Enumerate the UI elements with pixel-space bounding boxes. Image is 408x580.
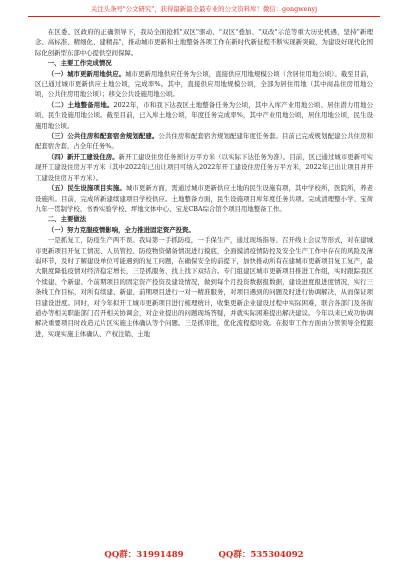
s1-item-1-lead: （一）城市更新用地供应。 [47,69,126,78]
s1-item-3-lead: （三）公共住房和配套宿舍规划配建。 [47,132,159,141]
s1-item-4 [35,152,373,183]
intro-paragraph: 在区委、区政府的正确领导下，我局全面抢抓"双区"驱动、"双区"叠加、"双改"示范等重大历史机遇，坚持"新理念、高标准、精细化、建精品"，推动城市更新和土地整备各项工作在新时代新征程不断实现新突破，为建设好现代化国际化创新型东部中心提供空间保障。 [35,28,373,57]
s1-item-4-body: 新开工建设住房任务预计万平方米（以实际下达任务为准）。目前，区已通过城市更新可实现开工建设住房万平方米（其中2022年已出让项目可纳入2022年开工建设住房任务万平方米，2022年已出让项目并开工建设住房万平方米）。 [35,152,373,182]
footer-qq-1: QQ群：31991489 [104,550,184,560]
s1-item-4-lead: （四）新开工建设住房。 [47,152,119,161]
document-body [35,27,373,537]
s2-item-1-heading: （一）努力克服疫情影响，全力推进固定资产投资。 [47,225,195,234]
section-2-heading: 二、主要做法 [47,215,87,224]
s1-item-5-lead: （五）民生设施项目实施。 [47,184,126,193]
footer-contact [0,548,408,560]
s1-item-1-body: 城市更新用地供应任务为公顷，直接供应用地规模公顷（含居住用地公顷）。截至目前，区已通过城市更新供应土地公顷，完成率%。其中，直接供应用地规模公顷，全部为居住用地（其中商品住房用地公顷，公共住房用地公顷）；移交公共设施用地公顷。 [35,69,373,99]
s1-item-5 [35,183,373,214]
header-banner: 关注头条号"公文研究"，获得最新最全最专业的公文资料库！微信：gongwenyj [90,5,318,13]
s1-item-5-body: 城市更新方面，需通过城市更新供应土地的民生设施有项，其中学校所，医院所，养老设施所。目前，完成所新建续建项目学校供应。土地整备方面，民生设施项目库年度任务共项。完成清理整小学、宝荷九年一贯制学校、书香实验学校、坪地文体中心、宝龙CBA综合馆个项目用地整备工作。 [35,184,373,213]
header-divider [28,16,380,17]
s1-item-2 [35,100,373,131]
s1-item-3 [35,131,373,152]
s1-item-2-body: 2022年，市和我下达我区土地整备任务为公顷，其中入库产业用地公顷、居住潜力用地公顷、民生设施用地公顷。截至目前，已入库土地公顷，年度任务完成率%，其中产业用地公顷，居住用地公顷，民生设施用地公顷。 [35,100,373,130]
s1-item-2-lead: （二）土地整备用地。 [47,100,114,109]
s1-item-1 [35,69,373,100]
section-1-heading: 一、主要工作完成情况 [47,59,112,68]
s2-item-1-body: 一是抓复工，防疫生产两不误。我局第一手抓防疫，一手保生产，通过现场指导、召开线上会议等形式，对在建城市更新项目开复工情况、人员管控、防疫物资储备情况进行摸底，全面摸清疫情防控及安全生产工作中存在的风险及薄弱环节，及时了解建设单位可能遇到的复工问题，在确保安全的前提下，加快推动所有在建城市更新项目复工复产，最大限度降低疫情对经济稳定增长，三是抓服务，找上找下双结合。专门组建区城市更新项目推进工作组，实时跟踪我区个续建、个新建、个前期项目的固定资产投资及建设情况，做到每个月投资数据报数据，建设进度报进度情况，实行三条线工作目标，对所有续建、新建、前期项目进行一对一精准服务，对项目遇到的问题及时进行协调解决，从而保证项目建设进度。同时，对今年拟开工城市更新项目进行梳理统计，收集更新企业建设过程中实际困难，联合各部门及各街道办等相关职能部门召开相关协调会，对企业提出的问题现场答疑，并就实际困难提出解决建议。今年以来已成功协调解决重要项目时改造元片区实施主体确认等个问题。三是抓审批，优化流程提时效。在报审工作方面由分管领导全程跟进，实现实施主体确认、产权注销、土地 [35,236,373,338]
footer-qq-2: QQ群：535304092 [218,550,304,560]
s1-item-3-body: 公共住房和配套宿舍规划配建年度任务套。目前已完成规划配建公共住房和配套宿舍套，占全年任务%。 [35,132,373,151]
